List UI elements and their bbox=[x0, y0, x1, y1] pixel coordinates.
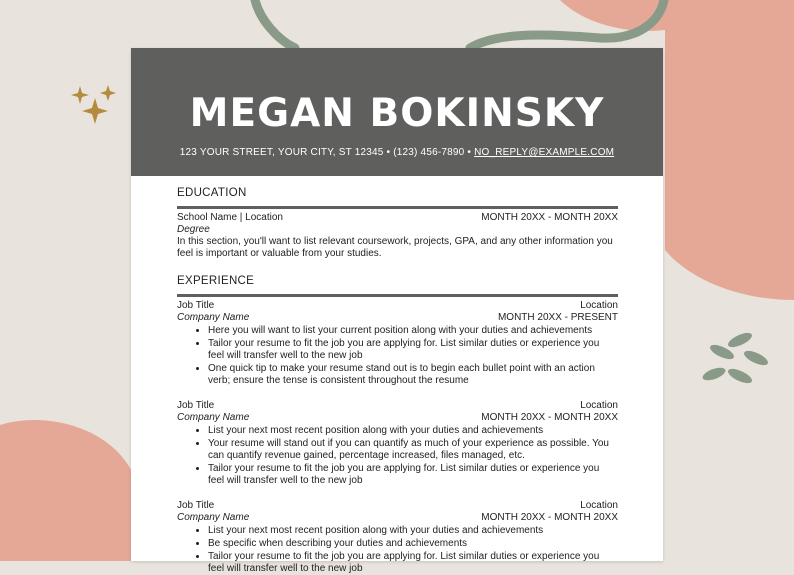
job-bullet: • Tailor your resume to fit the job you are applying for. List similar duties or experience you feel will transfer well to the new job bbox=[208, 462, 618, 487]
job-header-row bbox=[177, 500, 618, 512]
contact-phone: (123) 456-7890 bbox=[393, 147, 465, 158]
job-dates: MONTH 20XX - PRESENT bbox=[497, 312, 618, 323]
job-bullets bbox=[177, 424, 618, 487]
job-bullet: • Your resume will stand out if you can quantify as much of your experience as possible. You can quantify revenue gained, percentage increased, files managed, etc. bbox=[208, 437, 618, 462]
sparkle-icon bbox=[66, 82, 126, 130]
company-name: Company Name bbox=[177, 512, 250, 523]
job-location: Location bbox=[580, 500, 618, 511]
job-company-row bbox=[177, 512, 618, 524]
sage-curve-top-left bbox=[255, 0, 295, 48]
company-name: Company Name bbox=[177, 312, 250, 323]
job-title: Job Title bbox=[177, 500, 215, 511]
section-title-experience: EXPERIENCE bbox=[177, 275, 255, 287]
section-title-education: EDUCATION bbox=[177, 187, 247, 199]
education-section bbox=[177, 186, 618, 260]
job-company-row bbox=[177, 412, 618, 424]
school-name: School Name | Location bbox=[177, 212, 283, 223]
education-dates: MONTH 20XX - MONTH 20XX bbox=[481, 212, 618, 223]
section-divider bbox=[177, 294, 618, 297]
job-dates: MONTH 20XX - MONTH 20XX bbox=[481, 512, 618, 523]
experience-section bbox=[177, 274, 618, 575]
job-bullet: • One quick tip to make your resume stand out is to begin each bullet point with an action verb; ensure the tense is consistent throughout the resume bbox=[208, 362, 618, 387]
job-bullet: • Tailor your resume to fit the job you are applying for. List similar duties or experience you feel will transfer well to the new job bbox=[208, 550, 618, 575]
job-title: Job Title bbox=[177, 300, 215, 311]
contact-email: NO_REPLY@EXAMPLE.COM bbox=[474, 147, 615, 158]
job-title: Job Title bbox=[177, 400, 215, 411]
job-bullet: • Be specific when describing your duties and achievements bbox=[208, 537, 618, 550]
peach-blob-bottom-left bbox=[0, 420, 131, 561]
contact-separator: • bbox=[383, 147, 394, 158]
contact-line bbox=[131, 147, 663, 158]
company-name: Company Name bbox=[177, 412, 250, 423]
contact-address: 123 YOUR STREET, YOUR CITY, ST 12345 bbox=[179, 147, 384, 158]
job-bullet: • Here you will want to list your current position along with your duties and achievements bbox=[208, 324, 618, 337]
job-entry bbox=[177, 400, 618, 487]
job-bullet: • Tailor your resume to fit the job you are applying for. List similar duties or experience you feel will transfer well to the new job bbox=[208, 337, 618, 362]
resume-header bbox=[131, 48, 663, 176]
education-row bbox=[177, 212, 618, 224]
job-bullets bbox=[177, 324, 618, 387]
resume-page bbox=[131, 48, 663, 574]
section-divider bbox=[177, 206, 618, 209]
job-bullets bbox=[177, 524, 618, 575]
contact-separator: • bbox=[464, 147, 475, 158]
resume-body bbox=[131, 176, 663, 575]
job-company-row bbox=[177, 312, 618, 324]
job-entry bbox=[177, 300, 618, 387]
job-bullet: • List your next most recent position along with your duties and achievements bbox=[208, 424, 618, 437]
job-dates: MONTH 20XX - MONTH 20XX bbox=[481, 412, 618, 423]
job-header-row bbox=[177, 300, 618, 312]
leaf-strokes-icon bbox=[700, 330, 780, 390]
job-bullet: • List your next most recent position along with your duties and achievements bbox=[208, 524, 618, 537]
job-location: Location bbox=[580, 400, 618, 411]
job-entry bbox=[177, 500, 618, 575]
job-header-row bbox=[177, 400, 618, 412]
education-description: In this section, you'll want to list relevant coursework, projects, GPA, and any other information you feel is important or valuable from your studies. bbox=[177, 236, 613, 259]
candidate-name: MEGAN BOKINSKY bbox=[189, 91, 605, 136]
job-location: Location bbox=[580, 300, 618, 311]
degree: Degree bbox=[177, 224, 210, 235]
